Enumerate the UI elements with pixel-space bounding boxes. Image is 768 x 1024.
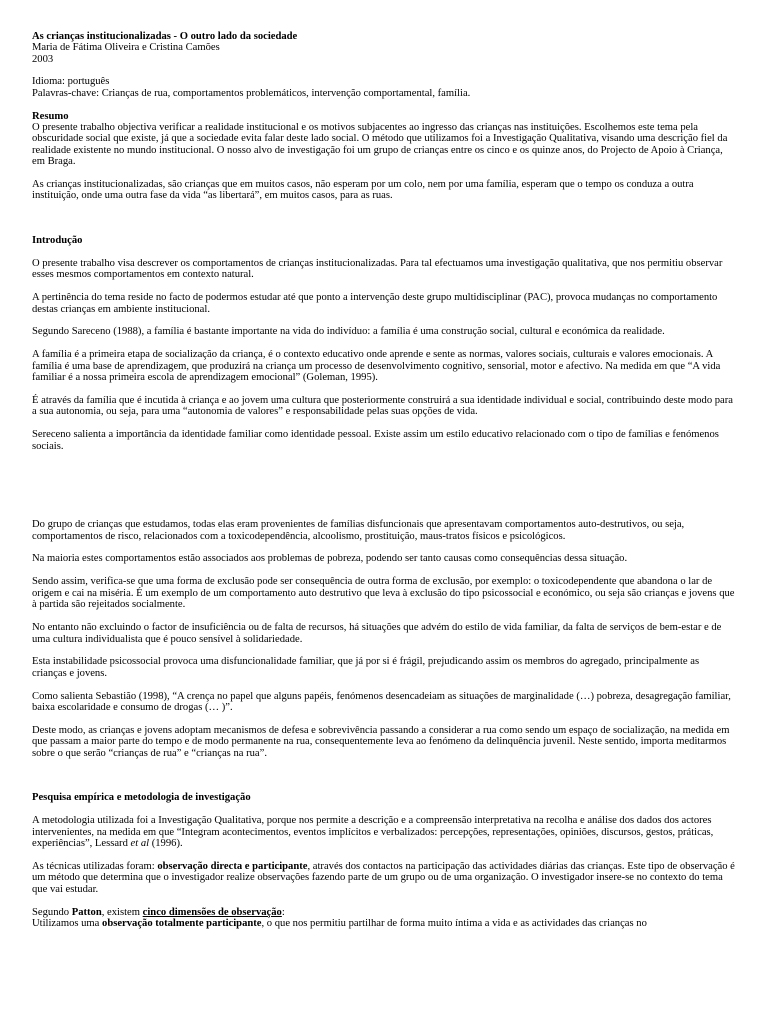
metadata-block bbox=[32, 76, 736, 99]
introduction-paragraph-1: O presente trabalho visa descrever os comportamentos de crianças institucionalizadas. Para tal efectuamos uma investigação qualitativa, que nos permitiu observar esses mesmos comportamentos em contexto natural. bbox=[32, 257, 723, 281]
introduction-paragraph-11: Esta instabilidade psicossocial provoca uma disfuncionalidade familiar, que já por si é frágil, prejudicando assim os membros do agregado, principalmente as crianças e jovens. bbox=[32, 656, 700, 679]
abstract-paragraph-1: O presente trabalho objectiva verificar a realidade institucional e os motivos subjacentes ao ingresso das crianças nas instituições. Escolhemos este tema pela obscuridade social que existe, já que a sociedade evita falar deste lado social. O método que utilizamos foi a Investigação Qualitativa, visando uma descrição fiel da realidade existente no mundo institucional. O nosso alvo de investigação foi um grupo de crianças entre os cinco e os quinze anos, do Projecto de Apoio à Criança, em Braga. bbox=[32, 121, 728, 168]
methodology-p2-bold: observação directa e participante bbox=[157, 860, 308, 872]
methodology-paragraph-3 bbox=[32, 907, 736, 918]
methodology-p4-text-a: Utilizamos uma bbox=[32, 918, 103, 929]
methodology-heading: Pesquisa empírica e metodologia de investigação bbox=[32, 792, 251, 804]
methodology-p4-bold: observação totalmente participante bbox=[102, 918, 262, 929]
introduction-paragraph-9: Sendo assim, verifica-se que uma forma de exclusão pode ser consequência de outra forma de exclusão, por exemplo: o toxicodependente que abandona o lar de origem e cai na miséria. É um exemplo de um comportamento auto destrutivo que leva à exclusão do tipo psicossocial e económico, ou seja são crianças e jovens que à partida são rejeitados socialmente. bbox=[32, 576, 735, 611]
methodology-p3-text-b: , existem bbox=[101, 906, 143, 918]
keywords-line: Palavras-chave: Crianças de rua, comportamentos problemáticos, intervenção comportamental, família. bbox=[32, 87, 471, 99]
abstract-heading: Resumo bbox=[32, 110, 69, 122]
methodology-paragraph-4 bbox=[32, 918, 736, 929]
document-title: As crianças institucionalizadas - O outro lado da sociedade bbox=[32, 31, 298, 42]
methodology-p1-text-a: A metodologia utilizada foi a Investigação Qualitativa, porque nos permite a descrição e a compreensão interpretativa na recolha e análise dos dados dos actores intervenientes, na medida em que “Integram acontecimentos, eventos implícitos e verbalizados: percepções, representações, opiniões, discursos, gestos, práticas, experiências”, Lessard bbox=[32, 815, 714, 849]
methodology-p1-etal: et al bbox=[130, 837, 150, 849]
introduction-section bbox=[32, 235, 736, 759]
methodology-section bbox=[32, 792, 736, 929]
introduction-paragraph-4: A família é a primeira etapa de socialização da criança, é o contexto educativo onde aprende e sente as normas, valores sociais, culturais e valores emocionais. A família é uma base de aprendizagem, que produzirá na criança um processo de desenvolvimento cognitivo, sensorial, motor e afectivo. Na medida em que “A vida familiar é a nossa primeira escola de aprendizagem emocional” (Goleman, 1995). bbox=[32, 349, 721, 384]
introduction-paragraph-2: A pertinência do tema reside no facto de podermos estudar até que ponto a intervenção deste grupo multidisciplinar (PAC), provoca mudanças no comportamento destas crianças em ambiente institucional. bbox=[32, 292, 718, 315]
introduction-paragraph-13: Deste modo, as crianças e jovens adoptam mecanismos de defesa e sobrevivência passando a considerar a rua como sendo um espaço de socialização, na medida em que passam a maior parte do tempo e de modo permanente na rua, consequentemente leva ao fenómeno da delinquência juvenil. Neste sentido, importa meditarmos sobre o que serão “crianças de rua” e “crianças na rua”. bbox=[32, 725, 730, 759]
document-year: 2003 bbox=[32, 53, 54, 65]
introduction-paragraph-8: Na maioria estes comportamentos estão associados aos problemas de pobreza, podendo ser tanto causas como consequências dessa situação. bbox=[32, 553, 628, 565]
language-line: Idioma: português bbox=[32, 76, 110, 88]
introduction-paragraph-3: Segundo Sareceno (1988), a família é bastante importante na vida do indivíduo: a família é uma construção social, cultural e económica da realidade. bbox=[32, 326, 665, 338]
document-body bbox=[32, 31, 736, 929]
document-authors: Maria de Fátima Oliveira e Cristina Camões bbox=[32, 42, 220, 54]
abstract-section bbox=[32, 111, 736, 202]
methodology-p3-bold: Patton bbox=[71, 906, 102, 918]
introduction-paragraph-7: Do grupo de crianças que estudamos, todas elas eram provenientes de famílias disfuncionais que apresentavam comportamentos auto-destrutivos, ou seja, comportamentos de risco, relacionados com a toxicodependência, alcoolismo, prostituição, maus-tratos físicos e psicológicos. bbox=[32, 519, 685, 542]
methodology-p1-text-b: (1996). bbox=[149, 837, 183, 849]
methodology-p4-text-b: , o que nos permitiu partilhar de forma muito íntima a vida e as actividades das crianças no bbox=[261, 918, 647, 929]
introduction-paragraph-5: É através da família que é incutida à criança e ao jovem uma cultura que posteriormente construirá a sua identidade individual e social, contribuindo deste modo para a sua autonomia, ou seja, para uma “autonomia de valores” e responsabilidade pelas suas opções de vida. bbox=[32, 395, 733, 418]
methodology-p2-text-a: As técnicas utilizadas foram: bbox=[32, 860, 158, 872]
methodology-p2-text-b: , através dos contactos na participação das actividades diárias das crianças. Este tipo de observação é um método que determina que o investigador realize observações fazendo parte de um grupo ou de uma organização. O investigador insere-se no contexto do tema que vai estudar. bbox=[32, 860, 735, 895]
methodology-p3-text-c: : bbox=[281, 906, 285, 918]
introduction-heading: Introdução bbox=[32, 234, 83, 246]
introduction-paragraph-10: No entanto não excluindo o factor de insuficiência ou de falta de recursos, há situações que advém do estilo de vida familiar, da falta de serviços de bem-estar e de uma cultura individualista que é pouco sensível à solidariedade. bbox=[32, 622, 722, 645]
methodology-paragraph-1 bbox=[32, 815, 736, 849]
introduction-paragraph-12: Como salienta Sebastião (1998), “A crença no papel que alguns papéis, fenómenos desencadeiam as situações de marginalidade (…) pobreza, desagregação familiar, baixa escolaridade e consumo de drogas (… )”. bbox=[32, 690, 731, 714]
methodology-paragraph-2 bbox=[32, 861, 736, 895]
methodology-p3-text-a: Segundo bbox=[32, 906, 72, 918]
introduction-paragraph-6: Sereceno salienta a importância da identidade familiar como identidade pessoal. Existe assim um estilo educativo relacionado com o tipo de famílias e fenómenos sociais. bbox=[32, 429, 719, 452]
methodology-p3-underlined: cinco dimensões de observação bbox=[142, 906, 282, 918]
abstract-paragraph-2: As crianças institucionalizadas, são crianças que em muitos casos, não esperam por um colo, nem por uma família, esperam que o tempo os conduza a outra instituição, onde uma outra fase da vida “as libertará”, em muitos casos, para as ruas. bbox=[32, 179, 694, 202]
